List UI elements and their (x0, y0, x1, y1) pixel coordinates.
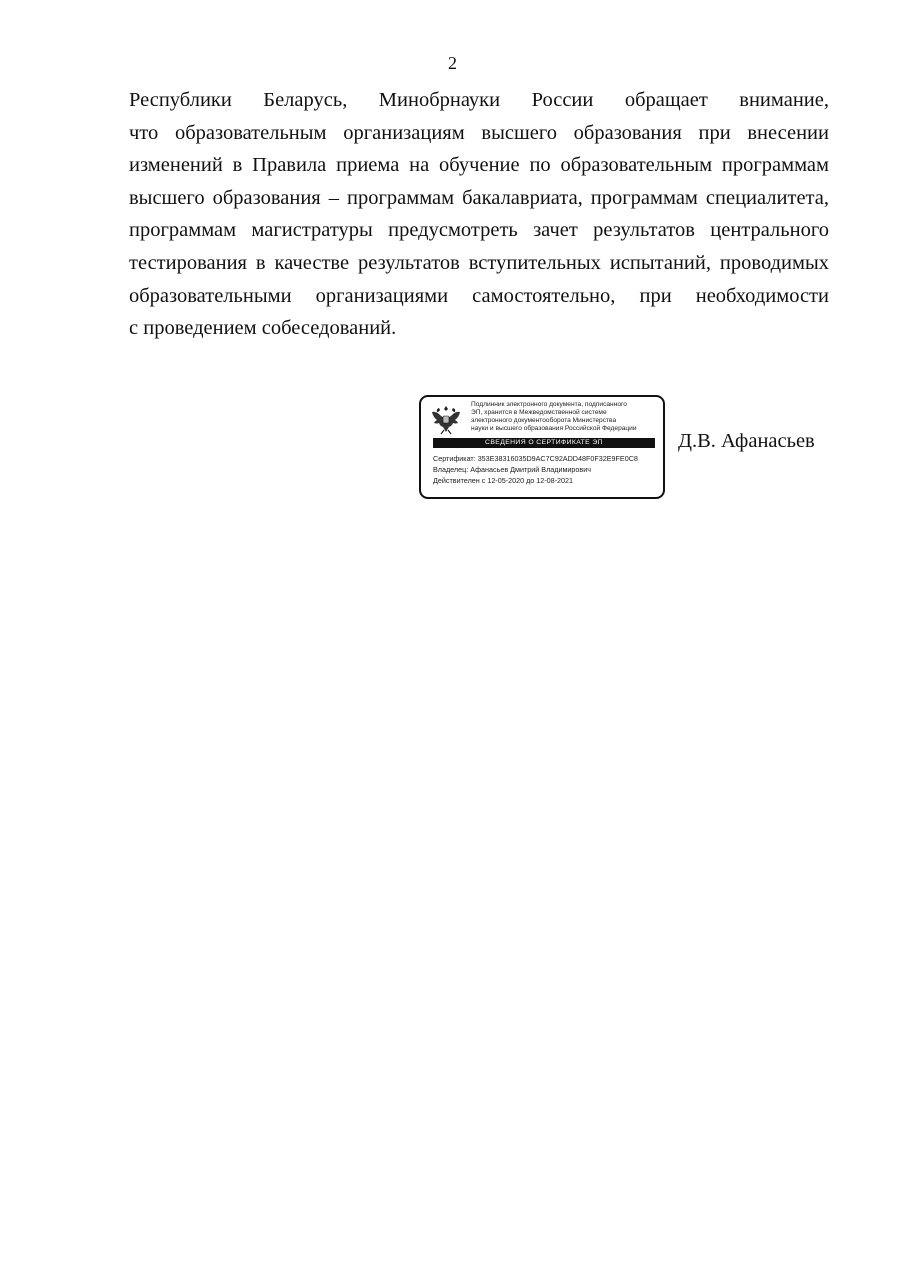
stamp-header-line: ЭП, хранится в Межведомственной системе (471, 409, 607, 416)
body-line: высшего образования – программам бакалавриата, программам специалитета, (129, 186, 829, 209)
body-line: с проведением собеседований. (129, 317, 397, 340)
body-line: что образовательным организациям высшего образования при внесении (129, 121, 829, 144)
certificate-number: Сертификат: 353E38316035D9AC7C92ADD48F0F32E9FE0C8 (433, 454, 638, 463)
body-line: тестирования в качестве результатов вступительных испытаний, проводимых (129, 251, 829, 274)
body-line: программам магистратуры предусмотреть зачет результатов центрального (129, 219, 829, 242)
electronic-signature-stamp (419, 395, 665, 499)
stamp-header-line: Подлинник электронного документа, подписанного (471, 401, 627, 408)
body-line: изменений в Правила приема на обучение по образовательным программам (129, 154, 829, 177)
stamp-header-line: науки и высшего образования Российской Федерации (471, 425, 637, 432)
body-paragraph (129, 84, 829, 345)
stamp-banner: СВЕДЕНИЯ О СЕРТИФИКАТЕ ЭП (433, 438, 655, 448)
signer-name: Д.В. Афанасьев (678, 430, 815, 452)
stamp-header-line: электронного документооборота Министерства (471, 417, 617, 424)
certificate-owner: Владелец: Афанасьев Дмитрий Владимирович (433, 465, 592, 474)
coat-of-arms-eagle-icon (429, 402, 463, 436)
stamp-details (433, 453, 663, 486)
body-line: Республики Беларусь, Минобрнауки России обращает внимание, (129, 89, 829, 111)
body-line: образовательными организациями самостоятельно, при необходимости (129, 284, 829, 307)
page-number: 2 (448, 53, 457, 73)
stamp-header (471, 401, 663, 433)
certificate-validity: Действителен с 12-05-2020 до 12-08-2021 (433, 476, 574, 485)
